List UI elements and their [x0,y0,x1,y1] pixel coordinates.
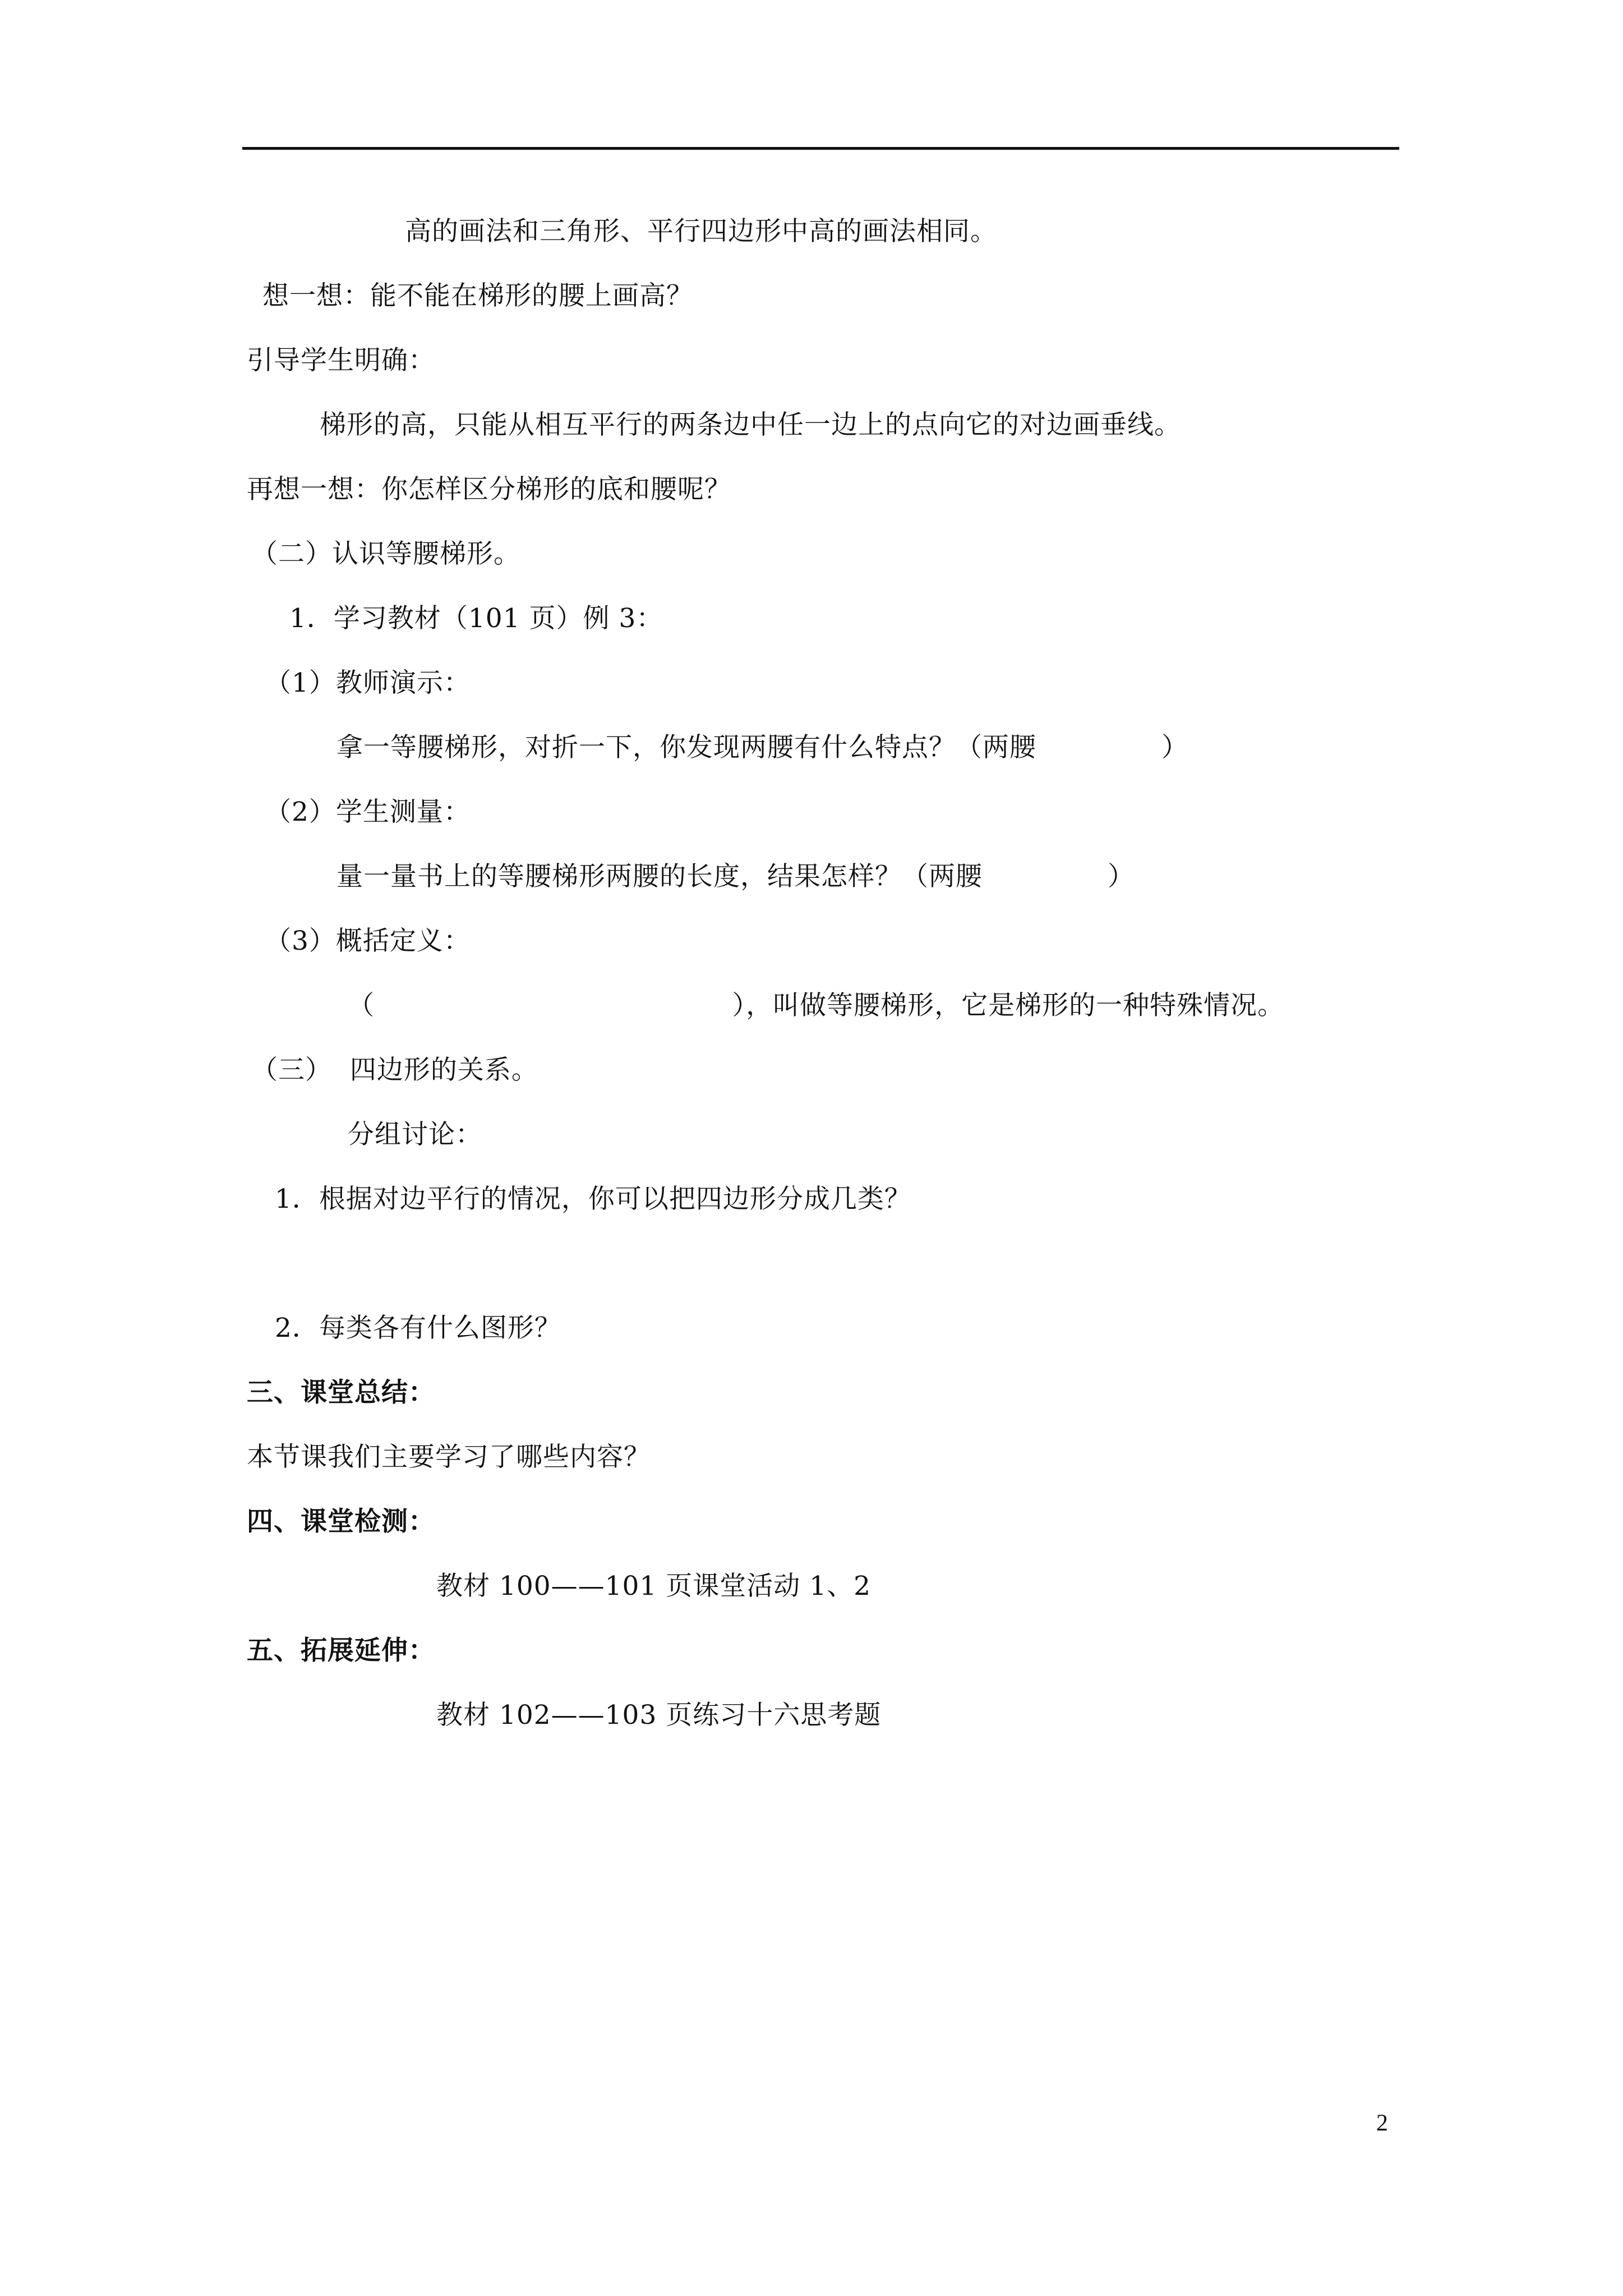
discussion-question-2: 2．每类各有什么图形？ [275,1313,561,1343]
definition-heading: （3）概括定义： [265,926,471,956]
think-again-question: 再想一想：你怎样区分梯形的底和腰呢？ [247,474,731,505]
teacher-demo-heading: （1）教师演示： [265,668,471,698]
paragraph-height-drawing: 高的画法和三角形、平行四边形中高的画法相同。 [405,216,997,247]
guide-students: 引导学生明确： [247,345,435,376]
think-question: 想一想：能不能在梯形的腰上画高？ [262,280,693,311]
section-check-heading: 四、课堂检测： [247,1506,435,1537]
trapezoid-height-rule: 梯形的高，只能从相互平行的两条边中任一边上的点向它的对边画垂线。 [320,409,1181,440]
group-discussion: 分组讨论： [348,1119,482,1150]
measure-question: 量一量书上的等腰梯形两腰的长度，结果怎样？（两腰 ） [336,861,1135,892]
summary-question: 本节课我们主要学习了哪些内容？ [247,1442,651,1473]
discussion-question-1: 1．根据对边平行的情况，你可以把四边形分成几类？ [275,1184,911,1214]
section-summary-heading: 三、课堂总结： [247,1377,435,1408]
fold-question: 拿一等腰梯形，对折一下，你发现两腰有什么特点？（两腰 ） [336,732,1189,763]
definition-blank: （ ），叫做等腰梯形，它是梯形的一种特殊情况。 [348,990,1285,1021]
header-rule [242,147,1399,150]
textbook-example: 1．学习教材（101 页）例 3： [289,603,663,634]
section-extension-heading: 五、拓展延伸： [247,1635,435,1666]
extension-assignment: 教材 102——103 页练习十六思考题 [436,1700,882,1731]
section-quadrilateral-heading: （三） 四边形的关系。 [251,1055,538,1085]
check-assignment: 教材 100——101 页课堂活动 1、2 [436,1571,872,1602]
student-measure-heading: （2）学生测量： [265,797,471,827]
page-number: 2 [1376,2110,1388,2136]
section-isosceles-heading: （二）认识等腰梯形。 [251,539,520,569]
